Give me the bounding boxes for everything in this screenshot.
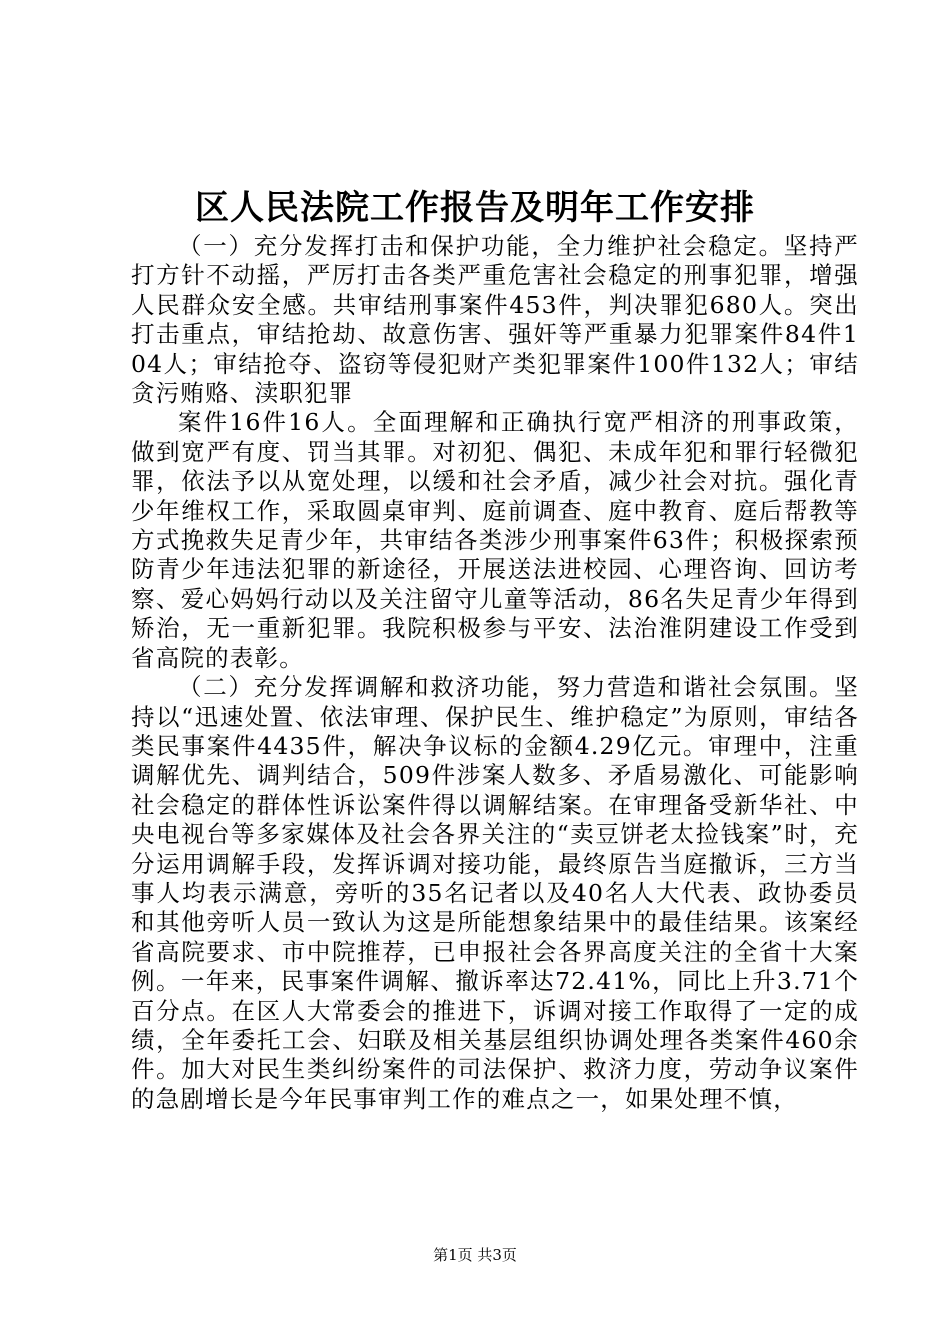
page-footer: 第1页 共3页 (433, 1246, 517, 1264)
document-body (131, 232, 859, 1114)
paragraph-1: （一）充分发挥打击和保护功能，全力维护社会稳定。坚持严打方针不动摇，严厉打击各类严重危害社会稳定的刑事犯罪，增强人民群众安全感。共审结刑事案件453件，判决罪犯680人。突出打击重点，审结抢劫、故意伤害、强奸等严重暴力犯罪案件84件104人；审结抢夺、盗窃等侵犯财产类犯罪案件100件132人；审结贪污贿赂、渎职犯罪 (131, 232, 859, 408)
paragraph-3: （二）充分发挥调解和救济功能，努力营造和谐社会氛围。坚持以“迅速处置、依法审理、保护民生、维护稳定”为原则，审结各类民事案件4435件，解决争议标的金额4.29亿元。审理中，注重调解优先、调判结合，509件涉案人数多、矛盾易激化、可能影响社会稳定的群体性诉讼案件得以调解结案。在审理备受新华社、中央电视台等多家媒体及社会各界关注的“卖豆饼老太捡钱案”时，充分运用调解手段，发挥诉调对接功能，最终原告当庭撤诉，三方当事人均表示满意，旁听的35名记者以及40名人大代表、政协委员和其他旁听人员一致认为这是所能想象结果中的最佳结果。该案经省高院要求、市中院推荐，已申报社会各界高度关注的全省十大案例。一年来，民事案件调解、撤诉率达72.41%，同比上升3.71个百分点。在区人大常委会的推进下，诉调对接工作取得了一定的成绩，全年委托工会、妇联及相关基层组织协调处理各类案件460余件。加大对民生类纠纷案件的司法保护、救济力度，劳动争议案件的急剧增长是今年民事审判工作的难点之一，如果处理不慎， (131, 673, 859, 1113)
page-title: 区人民法院工作报告及明年工作安排 (195, 188, 755, 228)
paragraph-2: 案件16件16人。全面理解和正确执行宽严相济的刑事政策，做到宽严有度、罚当其罪。对初犯、偶犯、未成年犯和罪行轻微犯罪，依法予以从宽处理，以缓和社会矛盾，减少社会对抗。强化青少年维权工作，采取圆桌审判、庭前调查、庭中教育、庭后帮教等方式挽救失足青少年，共审结各类涉少刑事案件63件；积极探索预防青少年违法犯罪的新途径，开展送法进校园、心理咨询、回访考察、爱心妈妈行动以及关注留守儿童等活动，86名失足青少年得到矫治，无一重新犯罪。我院积极参与平安、法治淮阴建设工作受到省高院的表彰。 (131, 408, 859, 672)
